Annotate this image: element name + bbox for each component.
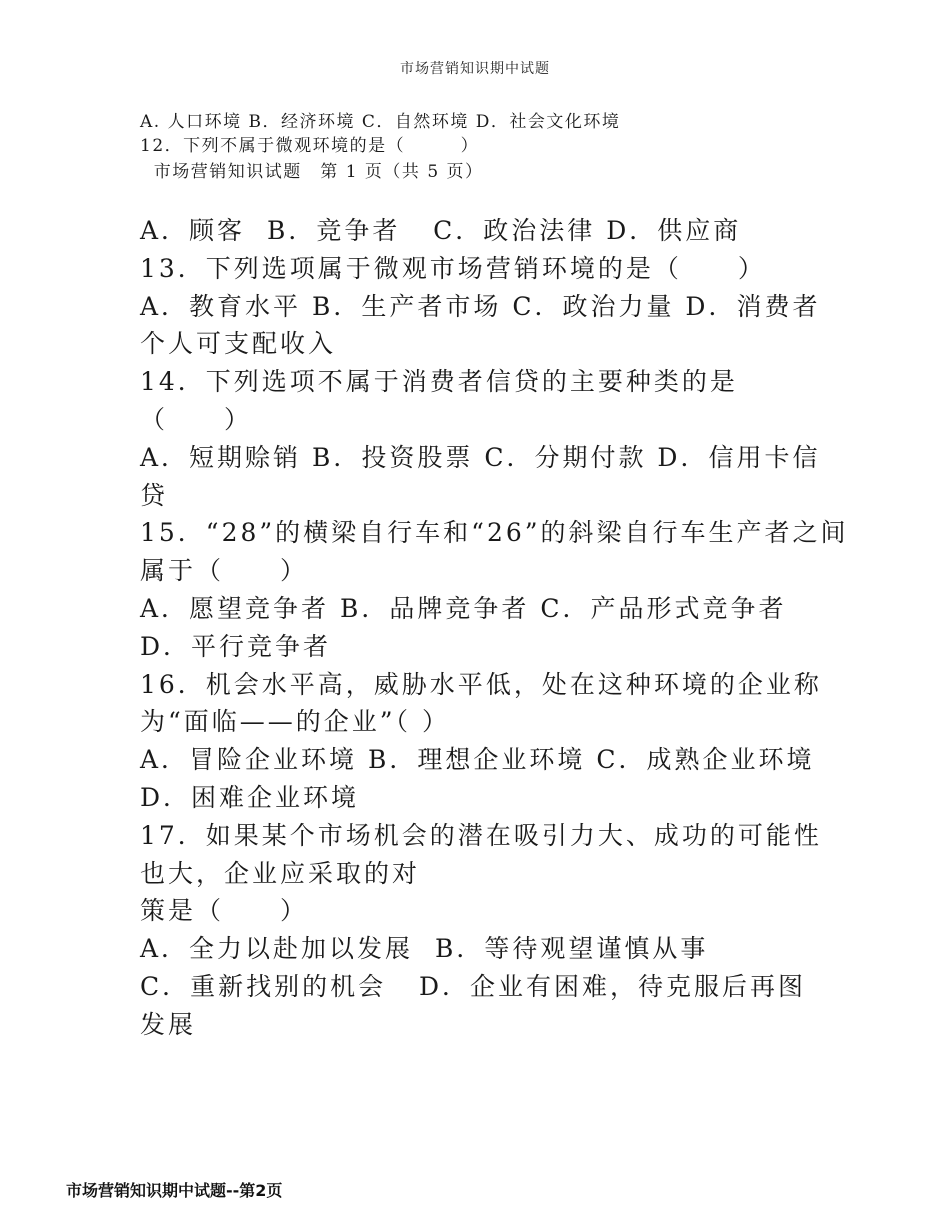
question-15-stem-cont: 属于（ ） [140,556,309,586]
question-11-options: A. 人口环境 B．经济环境 C．自然环境 D．社会文化环境 [140,112,621,132]
question-13-options-cont: 个人可支配收入 [140,329,337,359]
question-16-options-cont: D．困难企业环境 [140,782,360,812]
page-header-title: 市场营销知识期中试题 [400,61,550,77]
question-15-stem: 15．“28”的横梁自行车和“26”的斜梁自行车生产者之间 [140,518,849,548]
question-14-options-cont: 贷 [140,480,169,510]
question-14-options: A．短期赊销 B．投资股票 C．分期付款 D．信用卡信 [140,442,821,472]
question-14-stem: 14．下列选项不属于消费者信贷的主要种类的是 [140,367,738,397]
question-15-options: A．愿望竞争者 B．品牌竞争者 C．产品形式竞争者 [140,593,787,623]
question-17-stem-end: 策是（ ） [140,896,309,926]
question-12-options: A．顾客 B．竞争者 C．政治法律 D．供应商 [140,216,742,245]
question-15-options-cont: D．平行竞争者 [140,631,332,661]
question-16-stem-cont: 为“面临——的企业”（ ） [140,707,451,737]
question-17-options: A．全力以赴加以发展 B．等待观望谨慎从事 [140,934,709,964]
question-13-options: A．教育水平 B．生产者市场 C．政治力量 D．消费者 [140,291,821,321]
question-16-options: A．冒险企业环境 B．理想企业环境 C．成熟企业环境 [140,745,815,775]
question-17-stem-cont: 也大，企业应采取的对 [140,858,421,888]
page-footer: 市场营销知识期中试题--第2页 [66,1181,283,1200]
question-13-stem: 13．下列选项属于微观市场营销环境的是（ ） [140,253,766,283]
embedded-page-number: 市场营销知识试题 第 1 页（共 5 页） [140,162,484,182]
question-14-stem-cont: （ ） [140,404,253,434]
question-16-stem: 16．机会水平高，威胁水平低，处在这种环境的企业称 [140,669,822,699]
question-17-options-cont: C．重新找别的机会 D．企业有困难，待克服后再图 [140,971,807,1001]
question-17-options-end: 发展 [140,1009,197,1039]
question-12-stem: 12．下列不属于微观环境的是（ ） [140,136,480,156]
question-17-stem: 17．如果某个市场机会的潜在吸引力大、成功的可能性 [140,820,822,850]
question-body [140,212,849,1044]
